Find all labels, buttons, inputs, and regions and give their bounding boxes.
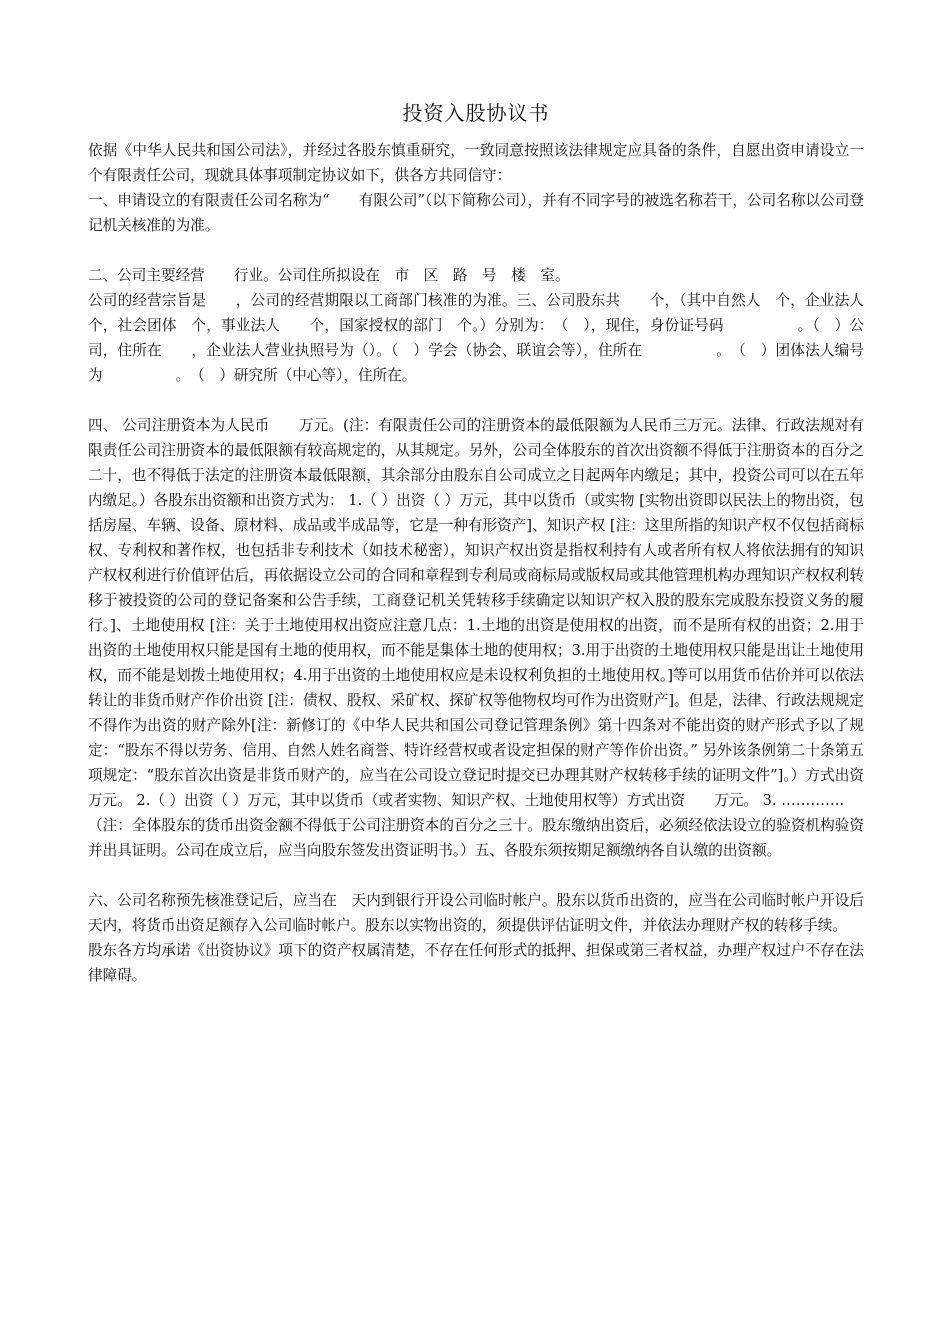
document-page [88,98,894,988]
clause-3-paragraph: 公司的经营宗旨是 ，公司的经营期限以工商部门核准的为准。三、公司股东共 个，（其中自然人 个，企业法人 个，社会团体 个，事业法人 个，国家授权的部门 个。）分别为： （ ），现住，身份证号码 。（ ）公司，住所在 ，企业法人营业执照号为（）。（ ）学会（协会、联谊会等），住所在 。 （ ）团体法人编号为 。 （ ）研究所（中心等），住所在。 [88,292,879,384]
paragraph-gap [88,388,864,413]
clause-1-paragraph: 一、申请设立的有限责任公司名称为“ 有限公司”（以下简称公司），并有不同字号的被选名称若干，公司名称以公司登记机关核准的为准。 [88,192,864,234]
document-title: 投资入股协议书 [402,101,550,125]
clause-2-paragraph: 二、公司主要经营 行业。公司住所拟设在 市 区 路 号 楼 室。 [88,267,570,284]
clause-6-paragraph: 六、公司名称预先核准登记后，应当在 天内到银行开设公司临时帐户。股东以货币出资的，应当在公司临时帐户开设后 天内，将货币出资足额存入公司临时帐户。股东以实物出资的，须提供评估证明文件，并依法办理财产权的转移手续。 [88,892,879,934]
clause-5-paragraph: （注：全体股东的货币出资金额不得低于公司注册资本的百分之三十。股东缴纳出资后，必须经依法设立的验资机构验资并出具证明。公司在成立后，应当向股东签发出资证明书。）五、各股东须按期足额缴纳各自认缴的出资额。 [88,817,864,859]
clause-4-paragraph: 四、 公司注册资本为人民币 万元。(注：有限责任公司的注册资本的最低限额为人民币三万元。法律、行政法规对有限责任公司注册资本的最低限额有较高规定的，从其规定。另外，公司全体股东的首次出资额不得低于注册资本的百分之二十，也不得低于法定的注册资本最低限额，其余部分由股东自公司成立之日起两年内缴足；其中，投资公司可以在五年内缴足。）各股东出资额和出资方式为： 1.（ ）出资（ ）万元，其中以货币（或实物 [实物出资即以民法上的物出资，包括房屋、车辆、设备、原材料、成品或半成品等，它是一种有形资产]、知识产权 [注：这里所指的知识产权不仅包括商标权、专利权和著作权，也包括非专利技术（如技术秘密），知识产权出资是指权利持有人或者所有权人将依法拥有的知识产权权利进行价值评估后，再依据设立公司的合同和章程到专利局或商标局或版权局或其他管理机构办理知识产权权利转移于被投资的公司的登记备案和公告手续，工商登记机关凭转移手续确定以知识产权入股的股东完成股东投资义务的履行。]、土地使用权 [注：关于土地使用权出资应注意几点：1.土地的出资是使用权的出资，而不是所有权的出资；2.用于出资的土地使用权只能是国有土地的使用权，而不能是集体土地的使用权；3.用于出资的土地使用权只能是出让土地使用权，而不能是划拨土地使用权；4.用于出资的土地使用权应是未设权利负担的土地使用权。]等可以用货币估价并可以依法转让的非货币财产作价出资 [注：债权、股权、采矿权、探矿权等他物权均可作为出资财产]。但是，法律、行政法规规定不得作为出资的财产除外[注：新修订的《中华人民共和国公司登记管理条例》第十四条对不能出资的财产形式予以了规定：“股东不得以劳务、信用、自然人姓名商誉、特许经营权或者设定担保的财产等作价出资。” 另外该条例第二十条第五项规定：“股东首次出资是非货币财产的，应当在公司设立登记时提交已办理其财产权转移手续的证明文件”]。）方式出资 万元。 2.（ ）出资（ ）万元，其中以货币（或者实物、知识产权、土地使用权等）方式出资 万元。 3. …………. [88,417,894,809]
paragraph-gap [88,238,864,263]
intro-paragraph: 依据《中华人民共和国公司法》，并经过各股东慎重研究，一致同意按照该法律规定应具备的条件，自愿出资申请设立一个有限责任公司，现就具体事项制定协议如下，供各方共同信守： [88,142,864,184]
paragraph-gap [88,863,864,888]
commitment-paragraph: 股东各方均承诺《出资协议》项下的资产权属清楚，不存在任何形式的抵押、担保或第三者权益，办理产权过户不存在法律障碍。 [88,942,864,984]
